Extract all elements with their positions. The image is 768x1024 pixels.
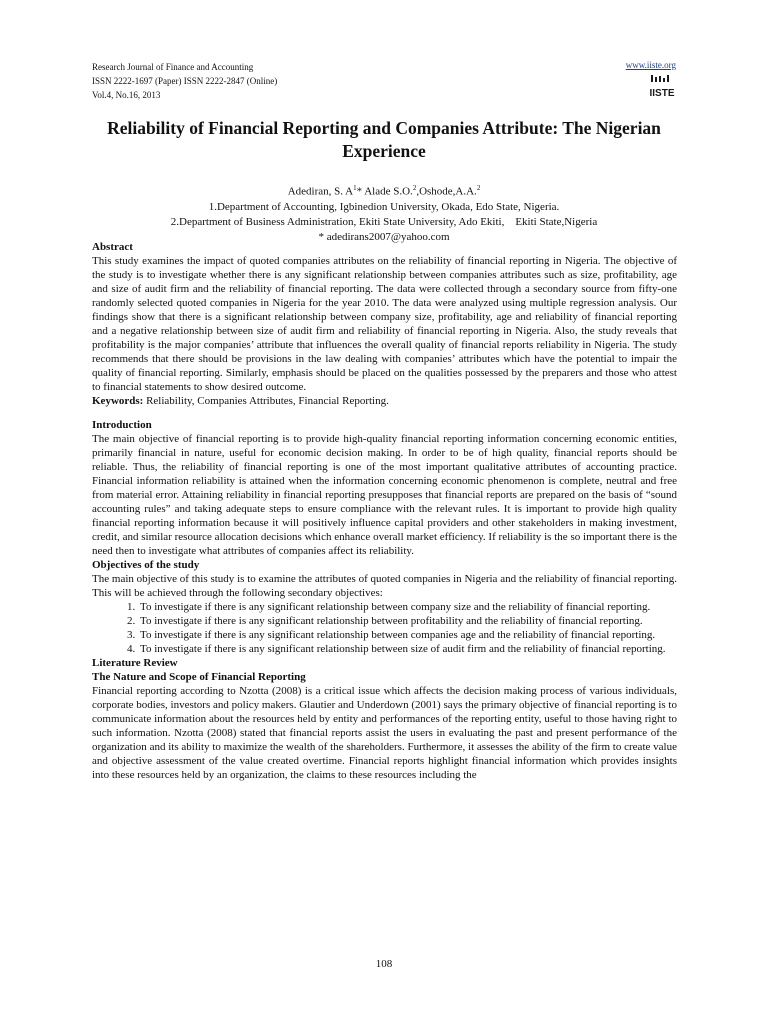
abstract-heading: Abstract [92,241,133,253]
paper-title: Reliability of Financial Reporting and Companies Attribute: The Nigerian Experience [107,118,661,161]
literature-subheading: The Nature and Scope of Financial Reporting [92,671,306,683]
list-item: 1. To investigate if there is any significant relationship between company size and the reliability of financial reporting. [138,600,677,614]
introduction-heading: Introduction [92,419,152,431]
list-item: 3. To investigate if there is any significant relationship between companies age and the reliability of financial reporting. [138,628,677,642]
author-block [92,181,676,245]
list-item: 2. To investigate if there is any significant relationship between profitability and the reliability of financial reporting. [138,614,677,628]
paper-body [92,240,677,782]
journal-website-link[interactable]: www.iiste.org [625,60,676,70]
logo-text: IISTE [649,88,675,99]
affiliation-2: 2.Department of Business Administration, Ekiti State University, Ado Ekiti, Ekiti State,Nigeria [170,215,598,228]
page-number: 108 [375,958,393,970]
journal-name: Research Journal of Finance and Accounting [92,62,254,72]
keywords-line: Keywords: Reliability, Companies Attributes, Financial Reporting. [92,395,389,407]
iiste-logo-icon [649,75,675,99]
objectives-list [92,600,677,656]
journal-issn: ISSN 2222-1697 (Paper) ISSN 2222-2847 (Online) [92,76,278,86]
objectives-heading: Objectives of the study [92,559,200,571]
introduction-text: The main objective of financial reporting is to provide high-quality financial reporting information concerning economic entities, primarily financial in nature, useful for economic decision making. In order to be of high quality, financial reports should be reliable. Thus, the reliability of financial reporting is one of the most important qualitative attributes of accounting practice. Financial information reliability is attained when the information concerning economic phenomenon is complete, neutral and free from material error. Attaining reliability in financial reporting presupposes that financial reports are prepared on the basis of “sound accounting rules” and taking adequate steps to ensure compliance with the relevant rules. It is important to provide high quality financial reporting information because it will positively influence capital providers and other stakeholders in making investment, credit, and similar resource allocation decisions which enhance overall market efficiency. If reliability is the so important there is the need then to investigate what attributes of companies affect its reliability. [92,433,677,557]
literature-text: Financial reporting according to Nzotta (2008) is a critical issue which affects the decision making process of various individuals, corporate bodies, investors and policy makers. Glautier and Underdown (2001) says the primary objective of financial reporting is to communicate information about the resources held by entity and performances of the reporting entity, useful to those having right to such information. Nzotta (2008) stated that financial reports assist the users in evaluating the past and present performance of the organization and its ability to maximize the wealth of the shareholders. Furthermore, it assesses the ability of the firm to create value and objective assessment of the value created overtime. Financial reports highlight financial information which provides insights into these resources held by an organization, the claims to these resources including the [92,685,677,781]
journal-header [92,60,277,102]
literature-heading: Literature Review [92,657,178,669]
list-item: 4. To investigate if there is any significant relationship between size of audit firm and the reliability of financial reporting. [138,642,677,656]
objectives-text: The main objective of this study is to examine the attributes of quoted companies in Nigeria and the reliability of financial reporting. This will be achieved through the following secondary objectives: [92,573,677,599]
abstract-text: This study examines the impact of quoted companies attributes on the reliability of financial reporting in Nigeria. The objective of the study is to investigate whether there is any significant relationship between companies attributes such as size, profitability, age and size of audit firm and the reliability of financial reporting. The data were collected through a secondary source from fifty-one randomly selected quoted companies in Nigeria for the year 2010. The data were analyzed using multiple regression analysis. Our findings show that there is a significant relationship between company size, profitability, age and reliability of financial reporting and a negative relationship between size of audit firm and reliability of financial reporting in Nigeria. Also, the study reveals that profitability is the major companies’ attribute that influences the overall quality of financial reports reliability in Nigeria. The study recommends that there should be provisions in the law dealing with companies’ attributes which have the potential to impair the quality of financial reporting. Similarly, emphasis should be placed on the qualities possessed by the preparers and those who attest to financial statements to show desired outcome. [92,255,677,393]
author-line: Adediran, S. $A^1*$ Alade S.O.$^2$,Oshode,A.A.$^2$ [287,184,481,198]
affiliation-1: 1.Department of Accounting, Igbinedion University, Okada, Edo State, Nigeria. [208,200,560,213]
author-email: * adedirans2007@yahoo.com [318,230,450,243]
journal-volume: Vol.4, No.16, 2013 [92,90,161,100]
